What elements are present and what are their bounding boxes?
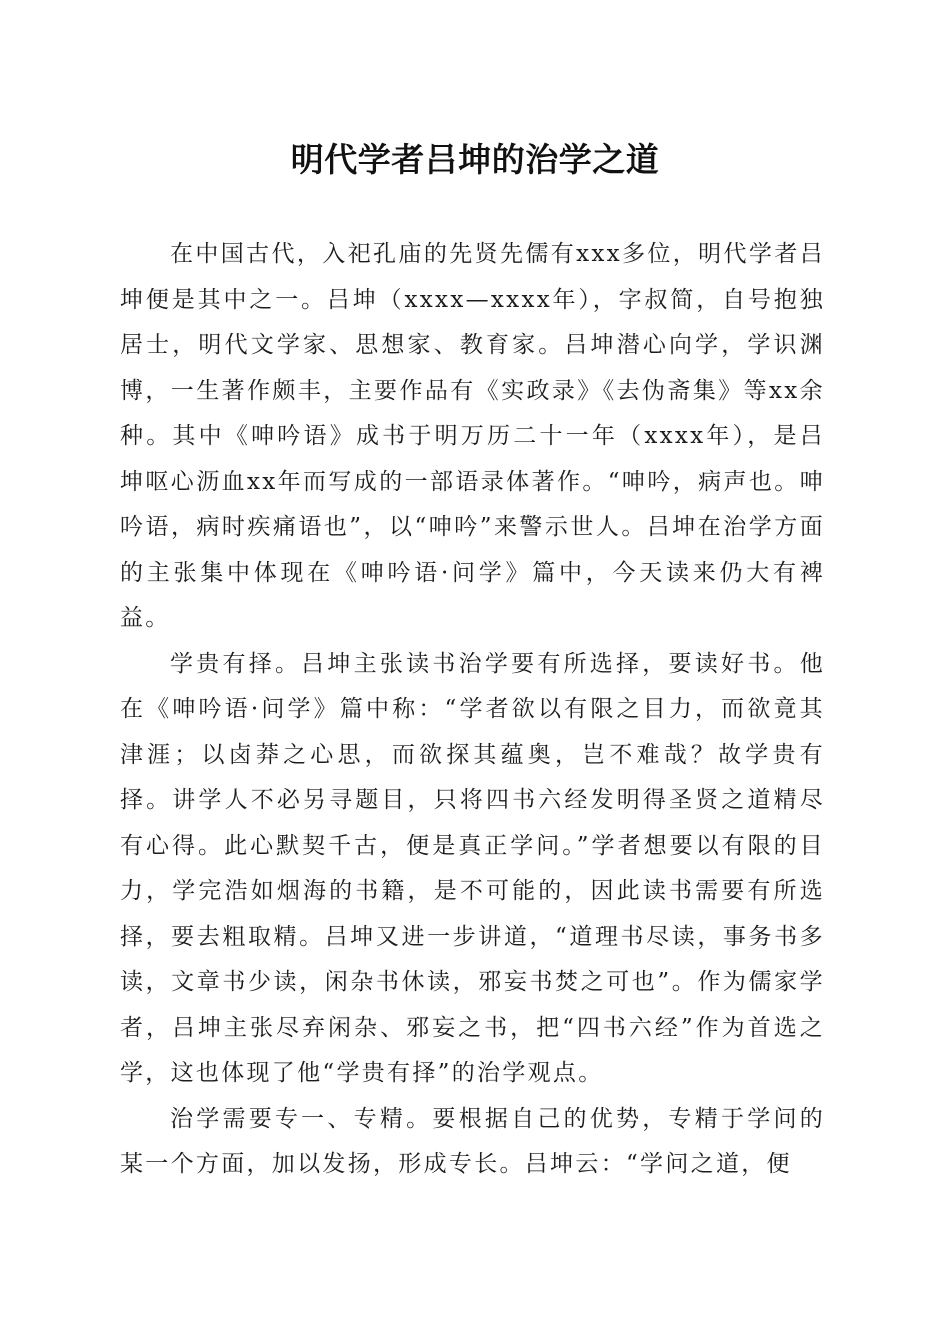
document-body	[120, 232, 825, 1188]
document-title: 明代学者吕坤的治学之道	[290, 140, 660, 179]
paragraph-intro: 在中国古代，入祀孔庙的先贤先儒有xxx多位，明代学者吕坤便是其中之一。吕坤（xxxx—xxxx年），字叔简，自号抱独居士，明代文学家、思想家、教育家。吕坤潜心向学，学识渊博，一生著作颇丰，主要作品有《实政录》《去伪斋集》等xx余种。其中《呻吟语》成书于明万历二十一年（xxxx年），是吕坤呕心沥血xx年而写成的一部语录体著作。“呻吟，病声也。呻吟语，病时疾痛语也”，以“呻吟”来警示世人。吕坤在治学方面的主张集中体现在《呻吟语·问学》篇中，今天读来仍大有裨益。	[120, 241, 825, 631]
paragraph-selective-reading: 学贵有择。吕坤主张读书治学要有所选择，要读好书。他在《呻吟语·问学》篇中称：“学者欲以有限之目力，而欲竟其津涯；以卤莽之心思，而欲探其蕴奥，岂不难哉？故学贵有择。讲学人不必另寻题目，只将四书六经发明得圣贤之道精尽有心得。此心默契千古，便是真正学问。”学者想要以有限的目力，学完浩如烟海的书籍，是不可能的，因此读书需要有所选择，要去粗取精。吕坤又进一步讲道，“道理书尽读，事务书多读，文章书少读，闲杂书休读，邪妄书焚之可也”。作为儒家学者，吕坤主张尽弃闲杂、邪妄之书，把“四书六经”作为首选之学，这也体现了他“学贵有择”的治学观点。	[120, 650, 825, 1086]
paragraph-specialization: 治学需要专一、专精。要根据自己的优势，专精于学问的某一个方面，加以发扬，形成专长。吕坤云：“学问之道，便	[120, 1105, 825, 1177]
